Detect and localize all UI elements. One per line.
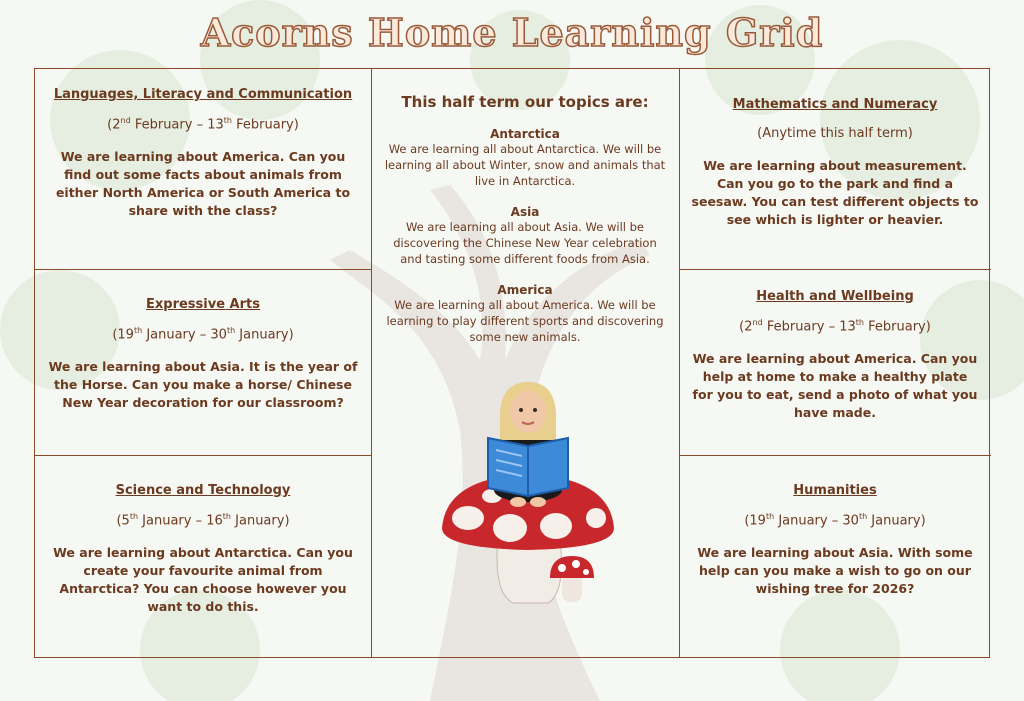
topic-name: Antarctica [490,127,560,141]
literacy-body: We are learning about America. Can you find out some facts about animals from either North America or South America to share with the class? [55,149,351,219]
science-heading: Science and Technology [115,483,291,498]
topic-text: We are learning all about America. We will be learning to play different sports and discovering some new animals. [386,298,664,344]
health-heading: Health and Wellbeing [756,289,914,304]
literacy-heading: Languages, Literacy and Communication [53,87,353,102]
grid-divider [35,455,371,456]
humanities-dates: (19th January – 30th January) [744,512,926,529]
topic-antarctica [383,127,667,189]
topic-text: We are learning all about Antarctica. We will be learning all about Winter, snow and animals that live in Antarctica. [384,142,666,188]
science-body: We are learning about Antarctica. Can you create your favourite animal from Antarctica? You can choose however you want to do this. [53,545,353,615]
literacy-dates: (2nd February – 13th February) [107,116,299,133]
expressive-arts-body: We are learning about Asia. It is the year of the Horse. Can you make a horse/ Chinese New Year decoration for our classroom? [48,359,358,411]
topic-america [383,283,667,345]
humanities-heading: Humanities [793,483,877,498]
expressive-arts-dates: (19th January – 30th January) [112,326,294,343]
maths-dates: (Anytime this half term) [757,126,913,141]
maths-cell [679,97,991,229]
humanities-cell [679,483,991,598]
expressive-arts-cell [35,297,371,412]
maths-heading: Mathematics and Numeracy [732,97,938,112]
science-cell [35,483,371,616]
topic-asia [383,205,667,267]
humanities-body: We are learning about Asia. With some help can you make a wish to go on our wishing tree for 2026? [697,545,973,597]
health-cell [679,289,991,422]
topic-text: We are learning all about Asia. We will be discovering the Chinese New Year celebration and tasting some different foods from Asia. [393,220,657,266]
literacy-cell [35,87,371,220]
topics-cell [371,93,679,345]
grid-divider [679,269,991,270]
grid-divider [35,269,371,270]
topic-name: America [497,283,553,297]
page-title: Acorns Home Learning Grid [200,10,824,55]
topic-name: Asia [510,205,540,219]
avatar-on-mushroom-illustration [438,378,618,614]
health-body: We are learning about America. Can you help at home to make a healthy plate for you to eat, send a photo of what you have made. [692,351,978,421]
maths-body: We are learning about measurement. Can you go to the park and find a seesaw. You can test different objects to see which is lighter or heavier. [691,158,979,227]
expressive-arts-heading: Expressive Arts [146,297,260,312]
topics-title: This half term our topics are: [401,93,649,111]
grid-divider [679,455,991,456]
science-dates: (5th January – 16th January) [116,512,290,529]
health-dates: (2nd February – 13th February) [739,318,931,335]
